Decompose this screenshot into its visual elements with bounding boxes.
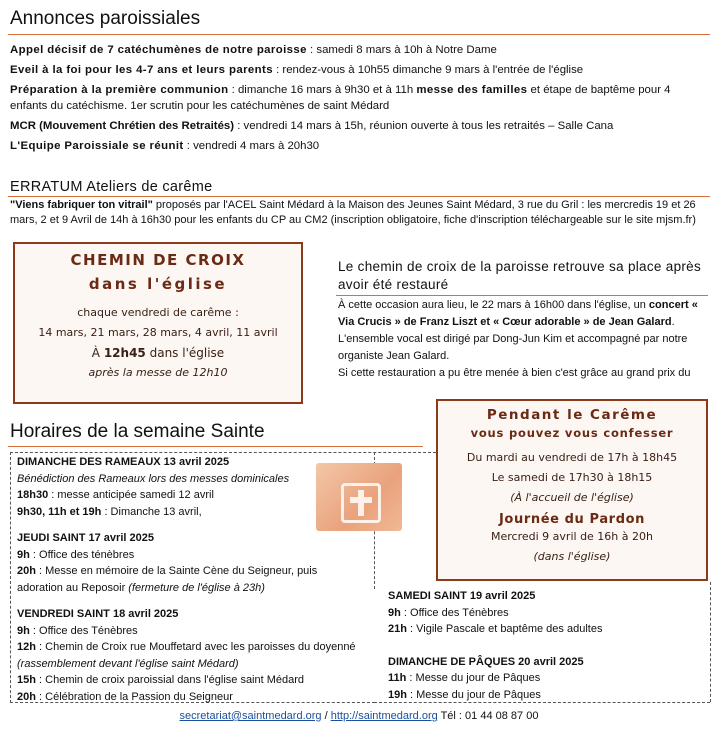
holy-week-title: Horaires de la semaine Sainte — [10, 421, 265, 442]
croix-time: À 12h45 dans l'église — [91, 346, 225, 360]
schedule-left — [17, 454, 362, 705]
samedi-line: 21h : Vigile Pascale et baptême des adultes — [388, 623, 603, 635]
vendredi-line: 9h : Office des Ténèbres — [17, 624, 138, 637]
announcement-item: Eveil à la foi pour les 4-7 ans et leurs parents : rendez-vous à 10h55 dimanche 9 mars à l'entrée de l'église — [10, 64, 584, 76]
day-vendredi: VENDREDI SAINT 18 avril 2025 — [17, 608, 179, 620]
schedule-frame-top — [10, 452, 436, 453]
vendredi-line: 12h : Chemin de Croix rue Mouffetard avec les paroisses du doyenné (rassemblement devant l'église saint Médard) — [17, 641, 356, 670]
careme-title: Pendant le Carême — [486, 407, 658, 423]
title-rule — [8, 34, 710, 35]
erratum-text: "Viens fabriquer ton vitrail" proposés par l'ACEL Saint Médard à la Maison des Jeunes Saint Médard, 3 rue du Gril : les mercredis 19 et 26 mars, 2 et 9 Avril de 14h à 16h30 pour les enfants du CP au CM2 (inscription obligatoire, fiche d'inscription téléchargeable sur le site mjsm.fr) — [10, 199, 696, 226]
website-link[interactable]: http://saintmedard.org — [330, 710, 438, 722]
announcement-item: Préparation à la première communion : dimanche 16 mars à 9h30 et à 11h messe des familles et étape de baptême pour 4 enfants du catéchisme. 1er scrutin pour les catéchumènes de saint Médard — [10, 84, 671, 112]
careme-box — [436, 399, 708, 581]
croix-line: chaque vendredi de carême : — [77, 306, 239, 319]
restore-heading: Le chemin de croix de la paroisse retrouve sa place après avoir été restauré — [338, 259, 702, 292]
rameaux-line: 9h30, 11h et 19h : Dimanche 13 avril, — [17, 505, 202, 518]
careme-line: Du mardi au vendredi de 17h à 18h45 — [466, 451, 678, 464]
pardon-line: Mercredi 9 avril de 16h à 20h — [491, 530, 653, 543]
croix-dates: 14 mars, 21 mars, 28 mars, 4 avril, 11 avril — [38, 326, 278, 339]
day-samedi: SAMEDI SAINT 19 avril 2025 — [388, 590, 536, 602]
erratum-title: ERRATUM Ateliers de carême — [10, 179, 213, 195]
jeudi-line: 9h : Office des ténèbres — [17, 548, 135, 561]
email-link[interactable]: secretariat@saintmedard.org — [179, 710, 322, 722]
vendredi-line: 15h : Chemin de croix paroissial dans l'église saint Médard — [17, 674, 305, 686]
rameaux-line: 18h30 : messe anticipée samedi 12 avril — [17, 489, 214, 501]
chemin-de-croix-box — [13, 242, 303, 404]
restore-rule — [336, 295, 708, 296]
schedule-right — [388, 588, 706, 703]
announcement-item: L'Equipe Paroissiale se réunit : vendredi 4 mars à 20h30 — [10, 140, 320, 152]
croix-title: CHEMIN DE CROIX — [70, 251, 246, 269]
croix-subtitle: dans l'église — [88, 275, 228, 293]
pardon-line: (dans l'église) — [533, 550, 611, 563]
croix-note: après la messe de 12h10 — [88, 366, 228, 379]
erratum-rule — [8, 196, 710, 197]
samedi-line: 9h : Office des Ténèbres — [388, 606, 509, 619]
restore-body: À cette occasion aura lieu, le 22 mars à 16h00 dans l'église, un concert « Via Crucis » de Franz Liszt et « Cœur adorable » de Jean Galard. L'ensemble vocal est dirigé par Dong-Jun Kim et accompagné par notre organiste Jean Galard. Si cette restauration a pu être menée à bien c'est grâce au grand prix du — [338, 299, 698, 379]
jeudi-line: 20h : Messe en mémoire de la Sainte Cène du Seigneur, puis adoration au Reposoir (fermeture de l'église à 23h) — [17, 565, 318, 594]
careme-subtitle: vous pouvez vous confesser — [470, 426, 674, 440]
day-rameaux: DIMANCHE DES RAMEAUX 13 avril 2025 — [17, 456, 230, 468]
paques-line: 19h : Messe du jour de Pâques — [388, 688, 541, 701]
day-paques: DIMANCHE DE PÂQUES 20 avril 2025 — [388, 655, 584, 668]
day-jeudi: JEUDI SAINT 17 avril 2025 — [17, 532, 154, 544]
announcements-list — [10, 42, 710, 154]
paques-line: 11h : Messe du jour de Pâques — [388, 672, 541, 684]
phone: Tél : 01 44 08 87 00 — [437, 710, 539, 722]
careme-line: (À l'accueil de l'église) — [510, 491, 634, 504]
schedule-frame-right — [710, 582, 711, 702]
vendredi-line: 20h : Célébration de la Passion du Seigneur — [17, 690, 233, 703]
rameaux-note: Bénédiction des Rameaux lors des messes dominicales — [17, 472, 290, 485]
pardon-title: Journée du Pardon — [499, 512, 645, 527]
footer: secretariat@saintmedard.org / http://saintmedard.org Tél : 01 44 08 87 00 — [179, 710, 539, 722]
announcement-item: MCR (Mouvement Chrétien des Retraités) : vendredi 14 mars à 15h, réunion ouverte à tous les retraités – Salle Cana — [10, 120, 614, 132]
announcement-item: Appel décisif de 7 catéchumènes de notre paroisse : samedi 8 mars à 10h à Notre Dame — [10, 44, 497, 56]
careme-line: Le samedi de 17h30 à 18h15 — [491, 471, 653, 484]
holy-week-rule — [8, 446, 423, 447]
announcements-title: Annonces paroissiales — [10, 8, 201, 29]
